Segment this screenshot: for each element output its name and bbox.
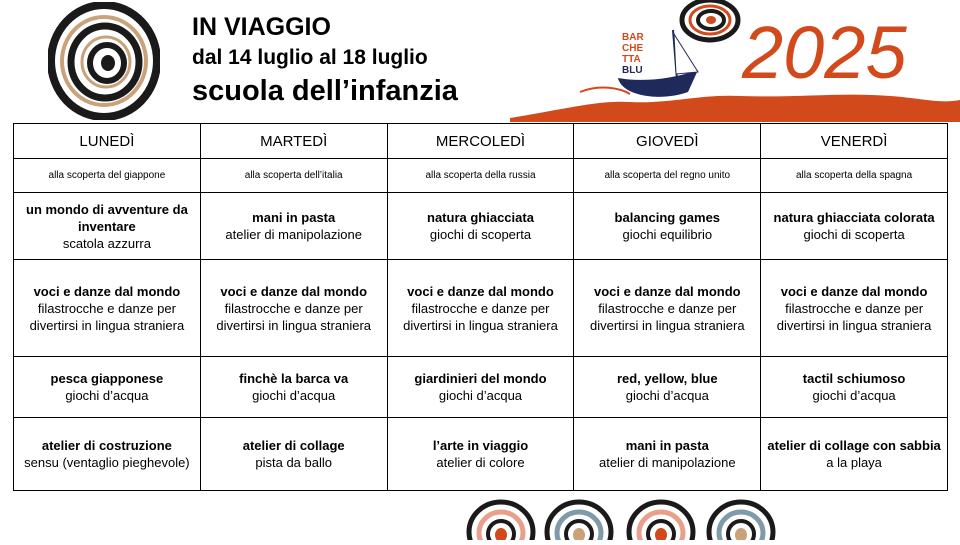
header bbox=[192, 10, 458, 110]
activity-detail: giochi d’acqua bbox=[252, 387, 336, 403]
theme-cell: alla scoperta della russia bbox=[387, 159, 574, 193]
activity-cell bbox=[200, 193, 387, 260]
table-row bbox=[14, 417, 948, 490]
activity-detail: atelier di manipolazione bbox=[598, 454, 736, 470]
activity-cell bbox=[387, 417, 574, 490]
activity-cell bbox=[761, 356, 948, 417]
table-row bbox=[14, 356, 948, 417]
activity-detail: giochi di scoperta bbox=[803, 227, 905, 243]
activity-title: voci e danze dal mondo bbox=[33, 283, 181, 299]
activity-cell bbox=[761, 417, 948, 490]
activity-cell bbox=[761, 260, 948, 356]
spiral-logo bbox=[48, 2, 160, 120]
activity-detail: atelier di manipolazione bbox=[225, 227, 362, 243]
activity-title: atelier di costruzione bbox=[41, 437, 172, 453]
activity-detail: giochi d’acqua bbox=[65, 387, 149, 403]
table-row bbox=[14, 260, 948, 356]
activity-title: voci e danze dal mondo bbox=[780, 283, 928, 299]
activity-cell bbox=[761, 193, 948, 260]
theme-cell: alla scoperta dell’italia bbox=[200, 159, 387, 193]
activity-title: l’arte in viaggio bbox=[432, 437, 529, 453]
theme-cell: alla scoperta della spagna bbox=[761, 159, 948, 193]
activity-title: balancing games bbox=[614, 210, 721, 226]
activity-cell bbox=[387, 260, 574, 356]
activity-cell bbox=[574, 356, 761, 417]
table-header-row bbox=[14, 124, 948, 159]
activity-cell bbox=[200, 356, 387, 417]
decorative-circles bbox=[465, 496, 785, 540]
theme-cell: alla scoperta del regno unito bbox=[574, 159, 761, 193]
table-row bbox=[14, 193, 948, 260]
logo-word-4: BLU bbox=[622, 65, 643, 76]
activity-title: voci e danze dal mondo bbox=[407, 283, 554, 299]
activity-title: voci e danze dal mondo bbox=[593, 283, 741, 299]
red-wave bbox=[510, 95, 960, 122]
activity-detail: filastrocche e danze per divertirsi in lingua straniera bbox=[403, 300, 558, 333]
activity-cell bbox=[574, 417, 761, 490]
activity-title: natura ghiacciata bbox=[427, 210, 534, 226]
activity-detail: giochi d’acqua bbox=[812, 387, 896, 403]
activity-title: un mondo di avventure da inventare bbox=[26, 201, 188, 234]
small-spiral-icon bbox=[682, 0, 738, 40]
day-header: MARTEDÌ bbox=[200, 124, 387, 159]
theme-row bbox=[14, 159, 948, 193]
activity-title: tactil schiumoso bbox=[802, 370, 906, 386]
page-title: IN VIAGGIO bbox=[192, 13, 331, 41]
activity-detail: pista da ballo bbox=[255, 454, 332, 470]
activity-title: atelier di collage con sabbia bbox=[767, 437, 941, 453]
activity-cell bbox=[14, 260, 201, 356]
theme-cell: alla scoperta del giappone bbox=[14, 159, 201, 193]
activity-detail: atelier di colore bbox=[436, 454, 525, 470]
activity-detail: filastrocche e danze per divertirsi in lingua straniera bbox=[589, 300, 745, 333]
logo-word-1: BAR bbox=[622, 32, 644, 43]
logo-word-2: CHE bbox=[622, 43, 644, 54]
date-range: dal 14 luglio al 18 luglio bbox=[192, 46, 428, 69]
activity-detail: giochi di scoperta bbox=[429, 227, 532, 243]
activity-cell bbox=[200, 417, 387, 490]
activity-cell bbox=[574, 260, 761, 356]
boat-logo bbox=[616, 30, 698, 97]
activity-title: atelier di collage bbox=[242, 437, 345, 453]
activity-title: mani in pasta bbox=[252, 210, 336, 226]
school-name: scuola dell’infanzia bbox=[192, 75, 458, 107]
activity-title: giardinieri del mondo bbox=[414, 370, 547, 386]
activity-detail: giochi equilibrio bbox=[622, 227, 713, 243]
weekly-schedule-table bbox=[13, 123, 948, 491]
brand-banner bbox=[510, 0, 960, 122]
activity-detail: giochi d’acqua bbox=[625, 387, 709, 403]
activity-cell bbox=[14, 417, 201, 490]
circle-icon bbox=[547, 502, 611, 540]
activity-cell bbox=[387, 356, 574, 417]
circle-icon bbox=[709, 502, 773, 540]
activity-cell bbox=[387, 193, 574, 260]
year-text: 2025 bbox=[742, 11, 907, 94]
activity-detail: scatola azzurra bbox=[62, 235, 151, 251]
activity-title: pesca giapponese bbox=[50, 370, 164, 386]
activity-title: finchè la barca va bbox=[239, 370, 349, 386]
activity-cell bbox=[574, 193, 761, 260]
activity-detail: filastrocche e danze per divertirsi in lingua straniera bbox=[216, 300, 371, 333]
day-header: VENERDÌ bbox=[761, 124, 948, 159]
day-header: MERCOLEDÌ bbox=[387, 124, 574, 159]
activity-detail: giochi d’acqua bbox=[438, 387, 523, 403]
activity-cell bbox=[14, 193, 201, 260]
activity-detail: filastrocche e danze per divertirsi in lingua straniera bbox=[776, 300, 932, 333]
activity-cell bbox=[14, 356, 201, 417]
circle-icon bbox=[469, 502, 533, 540]
activity-title: mani in pasta bbox=[625, 437, 709, 453]
day-header: GIOVEDÌ bbox=[574, 124, 761, 159]
day-header: LUNEDÌ bbox=[14, 124, 201, 159]
activity-title: voci e danze dal mondo bbox=[220, 283, 368, 299]
activity-title: natura ghiacciata colorata bbox=[773, 210, 935, 226]
activity-detail: filastrocche e danze per divertirsi in lingua straniera bbox=[29, 300, 185, 333]
activity-detail: a la playa bbox=[826, 454, 882, 470]
activity-detail: sensu (ventaglio pieghevole) bbox=[24, 454, 190, 470]
activity-title: red, yellow, blue bbox=[616, 370, 718, 386]
activity-cell bbox=[200, 260, 387, 356]
circle-icon bbox=[629, 502, 693, 540]
logo-word-3: TTA bbox=[622, 54, 641, 65]
